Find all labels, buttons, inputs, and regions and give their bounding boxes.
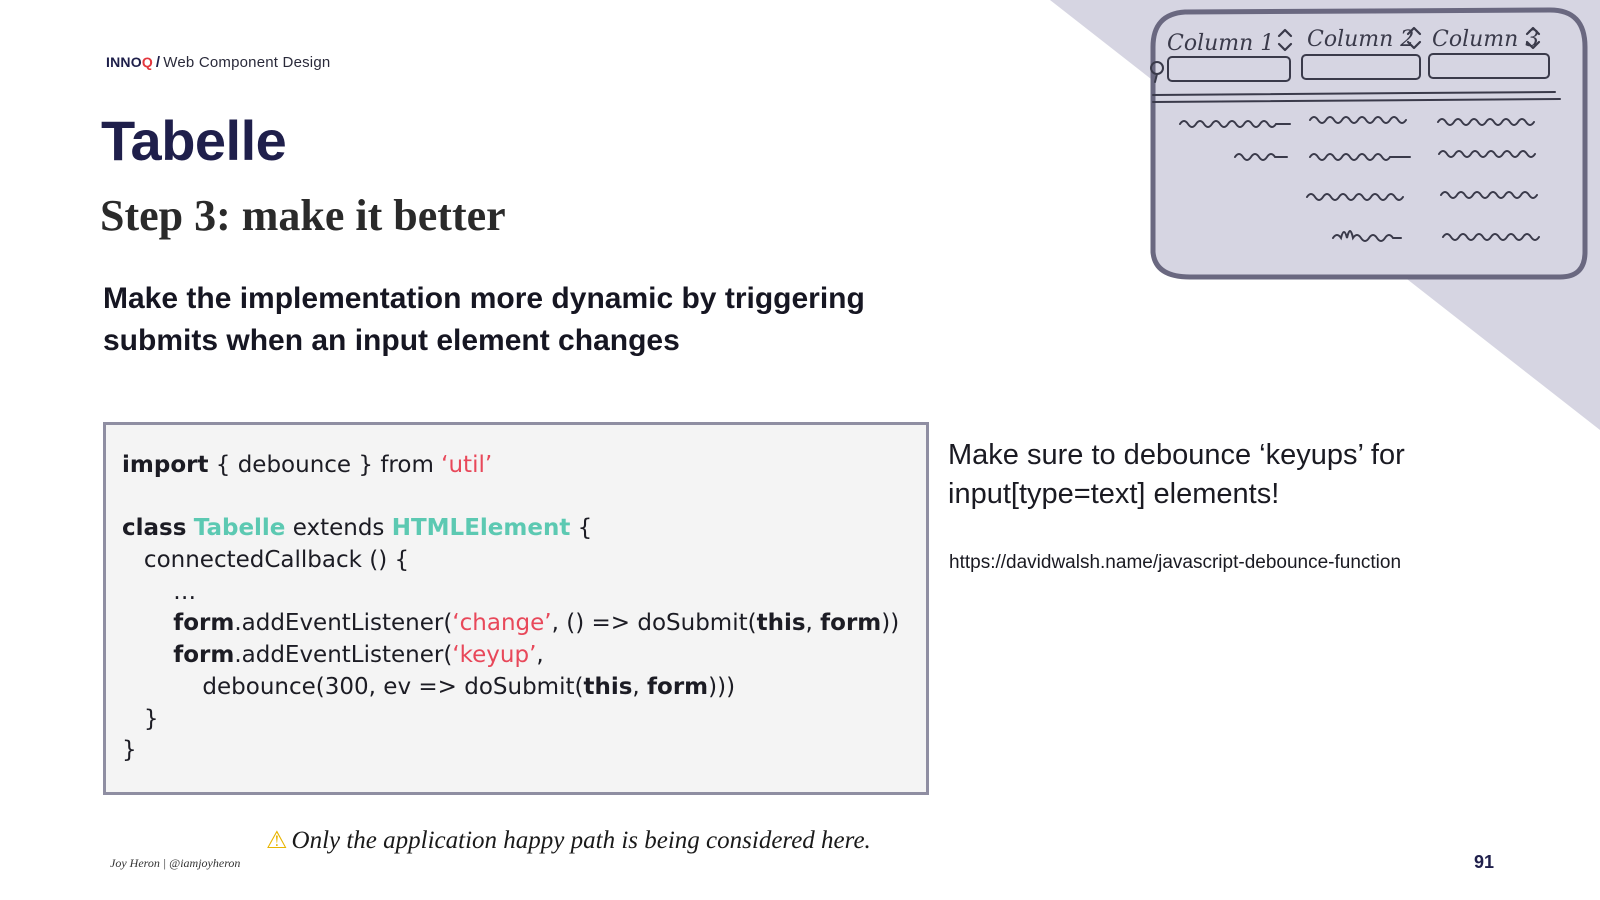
- innoq-logo: INNOQ: [106, 54, 153, 70]
- page-number: 91: [1474, 852, 1495, 872]
- code-line-1: import { debounce } from ‘util’: [122, 452, 493, 478]
- brand-separator: /: [155, 54, 161, 71]
- table-sketch: [1145, 2, 1600, 292]
- code-line-4: connectedCallback () {: [122, 547, 410, 574]
- section-title: Web Component Design: [163, 54, 331, 71]
- reference-link[interactable]: https://davidwalsh.name/javascript-debounce-function: [949, 552, 1402, 573]
- code-line-6: form.addEventListener(‘change’, () => doSubmit(this, form)): [173, 610, 900, 637]
- code-line-7: form.addEventListener(‘keyup’,: [173, 642, 544, 669]
- code-line-3: class Tabelle extends HTMLElement {: [122, 515, 593, 542]
- code-line-8: debounce(300, ev => doSubmit(this, form))): [202, 673, 736, 700]
- code-listing: [122, 450, 899, 767]
- brand-header: [106, 54, 330, 71]
- code-line-10: }: [122, 737, 137, 764]
- slide-subtitle: Step 3: make it better: [100, 191, 506, 240]
- code-line-9: }: [122, 705, 159, 732]
- warning-text: Only the application happy path is being considered here.: [291, 827, 871, 854]
- code-block: [103, 422, 929, 795]
- code-line-2: [122, 482, 899, 514]
- warning-icon: ⚠: [266, 828, 288, 854]
- warning-note: [266, 826, 871, 855]
- author-credit: Joy Heron | @iamjoyheron: [110, 856, 241, 870]
- slide-title: Tabelle: [101, 109, 287, 172]
- code-line-5: …: [122, 578, 197, 605]
- debounce-note: Make sure to debounce ‘keyups’ for input[type=text] elements!: [948, 439, 1405, 510]
- sketch-column-3: Column 3: [1432, 27, 1540, 52]
- sketch-column-2: Column 2: [1307, 27, 1415, 52]
- sketch-column-1: Column 1: [1167, 31, 1275, 56]
- lead-text: Make the implementation more dynamic by triggering submits when an input element changes: [103, 282, 865, 357]
